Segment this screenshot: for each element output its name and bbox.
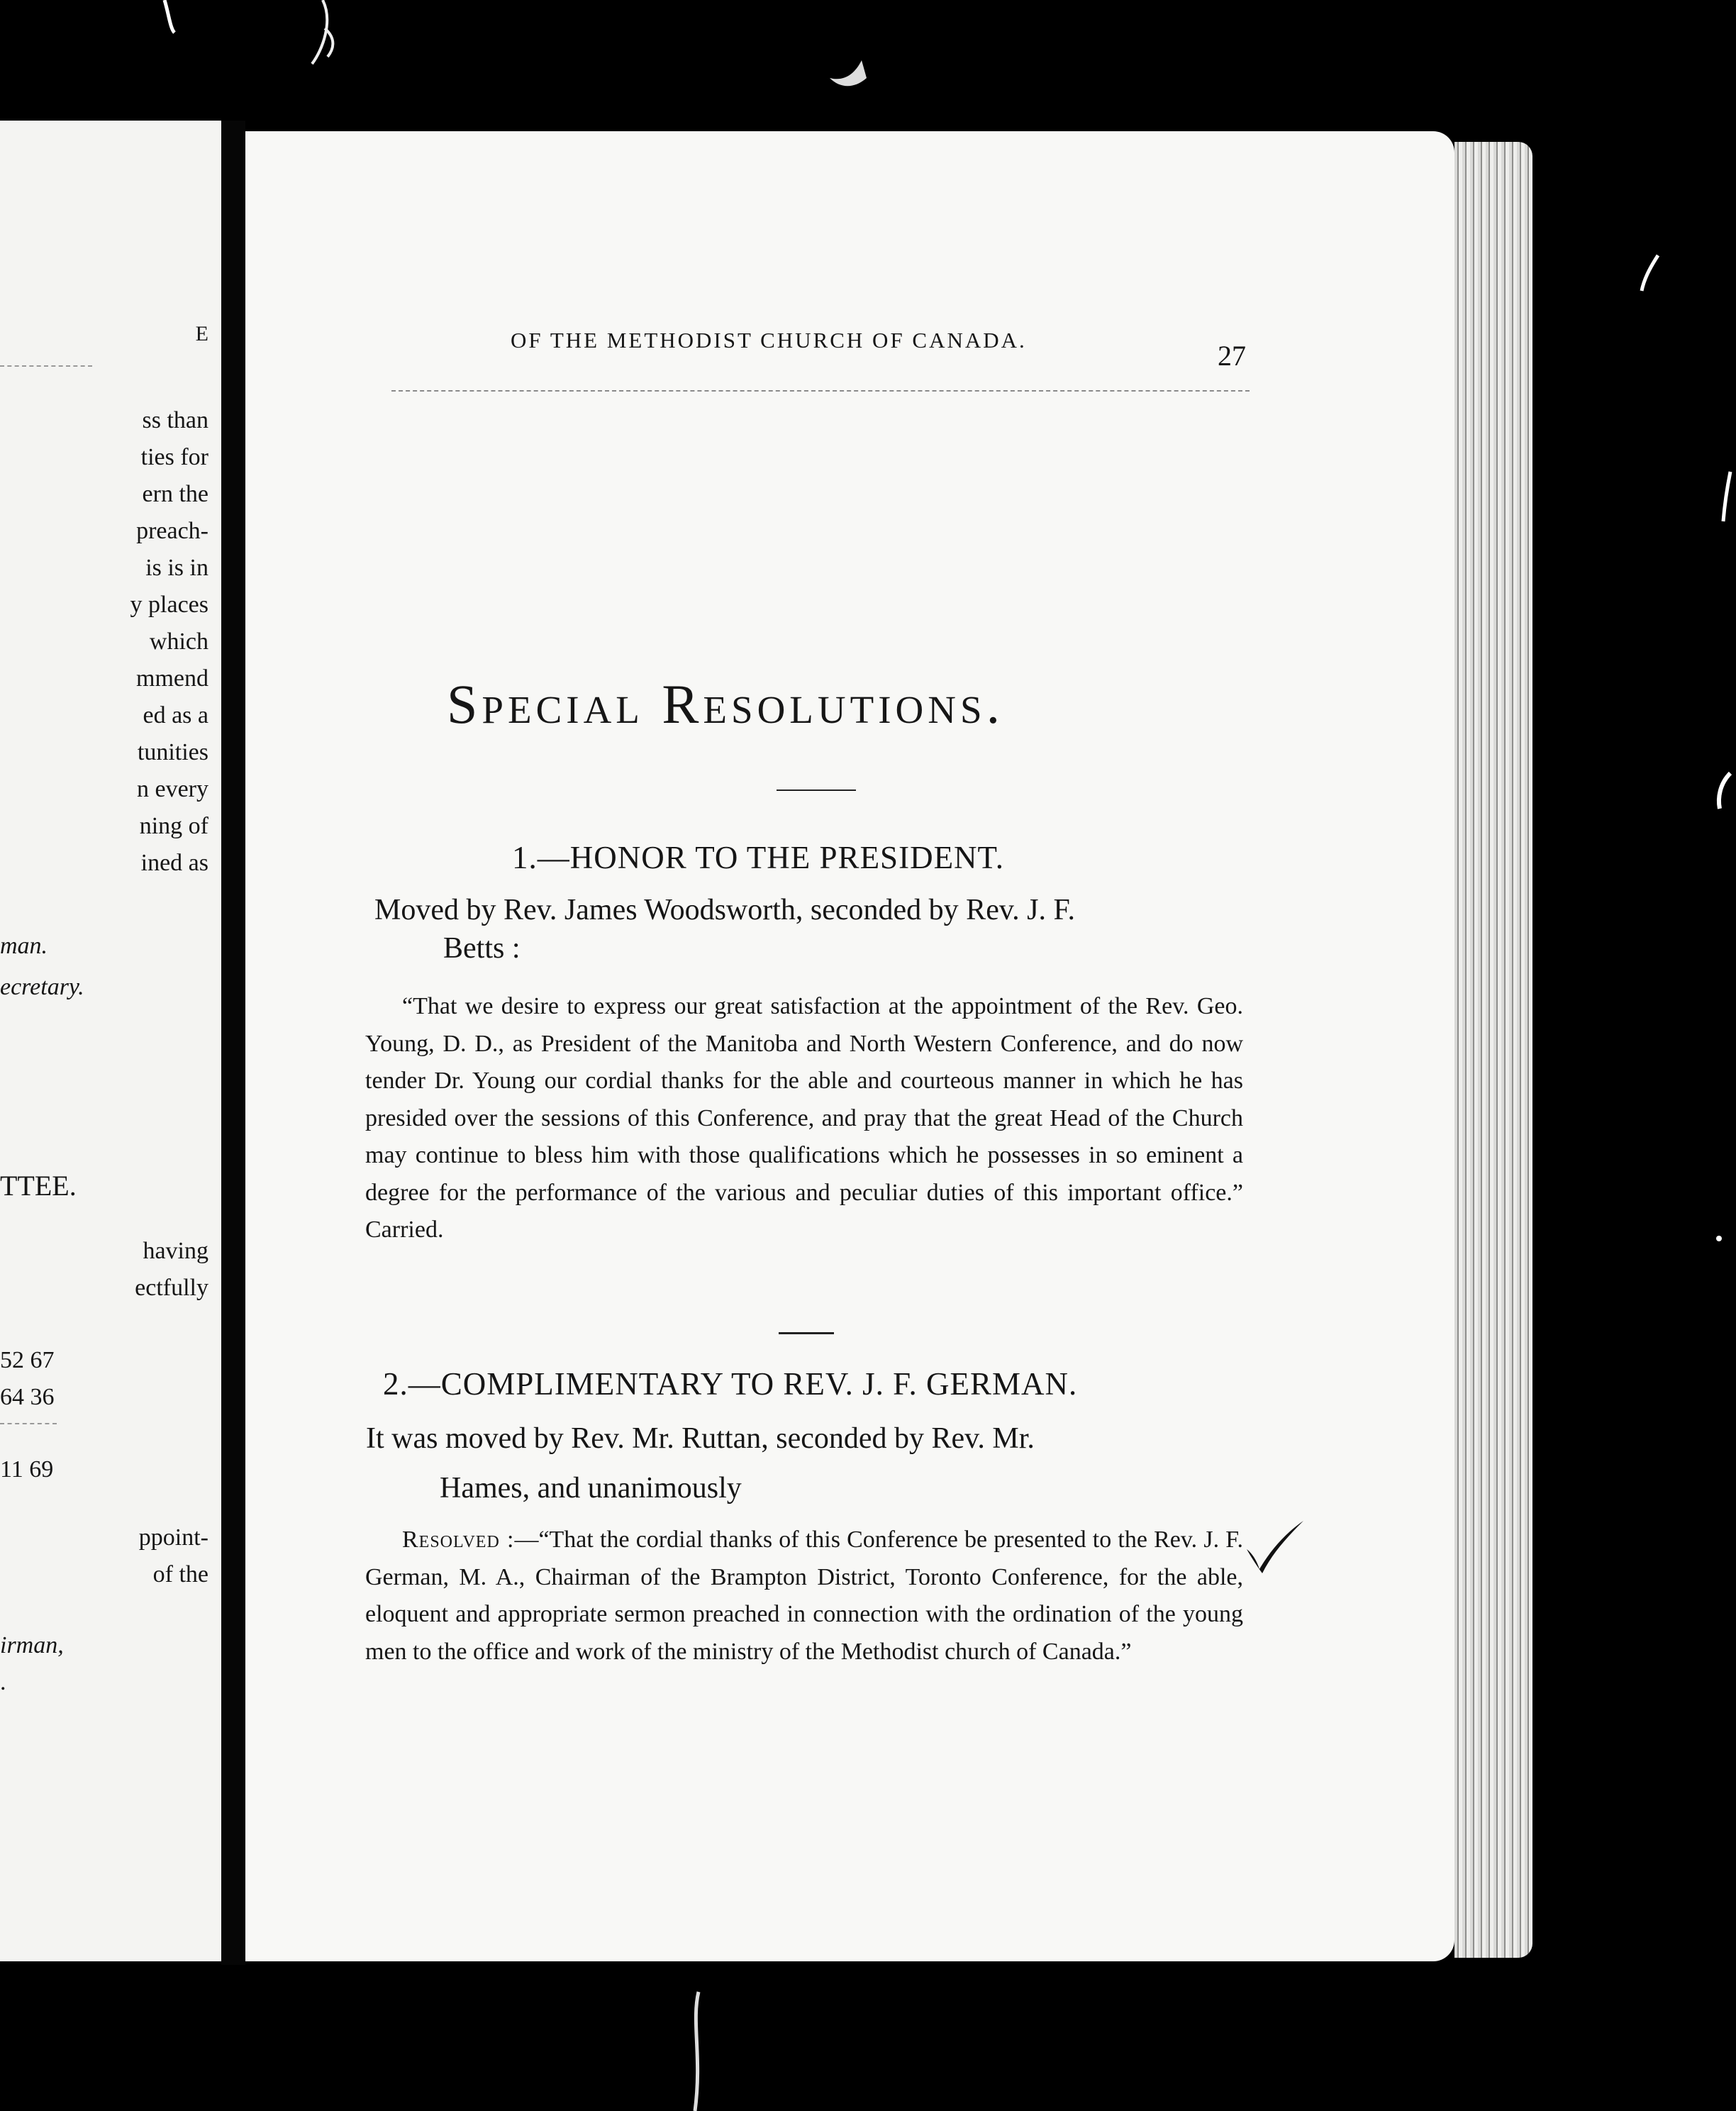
left-text-line: which xyxy=(149,628,208,655)
header-rule xyxy=(391,390,1250,392)
left-text-line: ern the xyxy=(142,481,208,507)
left-text-line: having xyxy=(143,1238,208,1264)
left-text-line: preach- xyxy=(136,518,208,544)
left-figure: 11 69 xyxy=(0,1456,54,1483)
left-header-fragment: E xyxy=(195,322,208,345)
page-edges xyxy=(1454,142,1532,1958)
checkmark-annotation xyxy=(1242,1518,1306,1575)
left-page-fragment xyxy=(0,121,223,1961)
left-figure: 64 36 xyxy=(0,1384,55,1410)
resolution-mover: Hames, and unanimously xyxy=(440,1472,742,1505)
left-final-mark: . xyxy=(0,1669,6,1695)
left-text-line: ined as xyxy=(140,850,208,876)
left-signature: irman, xyxy=(0,1632,64,1658)
left-text-line: is is in xyxy=(145,555,208,581)
left-text-line: y places xyxy=(130,592,208,618)
resolved-label: Resolved : xyxy=(402,1527,515,1553)
page-number: 27 xyxy=(1218,340,1246,372)
left-text-line: n every xyxy=(136,776,208,802)
running-head: OF THE METHODIST CHURCH OF CANADA. xyxy=(511,328,1027,353)
resolution-text xyxy=(365,1522,1243,1749)
left-header-rule xyxy=(0,365,92,367)
left-text-line: ed as a xyxy=(143,702,208,728)
resolution-heading: 2.—COMPLIMENTARY TO REV. J. F. GERMAN. xyxy=(383,1366,1078,1402)
book-gutter xyxy=(221,121,245,1965)
left-text-line: mmend xyxy=(136,665,208,692)
left-text-line: ectfully xyxy=(135,1275,208,1301)
resolution-mover: Moved by Rev. James Woodsworth, seconded by Rev. J. F. xyxy=(374,894,1075,926)
resolution-heading: 1.—HONOR TO THE PRESIDENT. xyxy=(512,840,1004,875)
left-text-line: tunities xyxy=(137,739,208,765)
left-text-line: ppoint- xyxy=(138,1524,208,1551)
resolution-text-content: “That we desire to express our great satisfaction at the appointment of the Rev. Geo. Young, D. D., as President of the Manitoba and North Western Conference, and do now tender Dr. Young our cordial thanks for the able and courteous manner in which he has presided over the sessions of this Conference, and pray that the great Head of the Church may continue to bless him with those qualifications which he possesses in so eminent a degree for the performance of the various and peculiar duties of this important office.” Carried. xyxy=(365,993,1243,1243)
left-text-line: ties for xyxy=(140,444,208,470)
left-committee-heading: TTEE. xyxy=(0,1170,77,1202)
left-text-line: ning of xyxy=(139,813,208,839)
resolution-mover: It was moved by Rev. Mr. Ruttan, seconded by Rev. Mr. xyxy=(366,1422,1035,1455)
resolution-mover: Betts : xyxy=(443,932,521,965)
left-figure: 52 67 xyxy=(0,1347,55,1373)
resolution-text-content: —“That the cordial thanks of this Conference be presented to the Rev. J. F. German, M. A., Chairman of the Brampton District, Toronto Conference, for the able, eloquent and appropriate sermon preached in connection with the ordination of the young men to the office and work of the ministry of the Methodist church of Canada.” xyxy=(365,1527,1243,1665)
left-sum-rule xyxy=(0,1423,57,1424)
section-divider xyxy=(779,1332,834,1334)
left-signature: ecretary. xyxy=(0,974,84,1000)
title-rule xyxy=(777,789,856,791)
section-title: Special Resolutions. xyxy=(447,673,1005,735)
left-signature: man. xyxy=(0,933,48,959)
resolution-text xyxy=(365,988,1243,1300)
left-text-line: ss than xyxy=(142,407,208,433)
left-text-line: of the xyxy=(152,1561,208,1588)
